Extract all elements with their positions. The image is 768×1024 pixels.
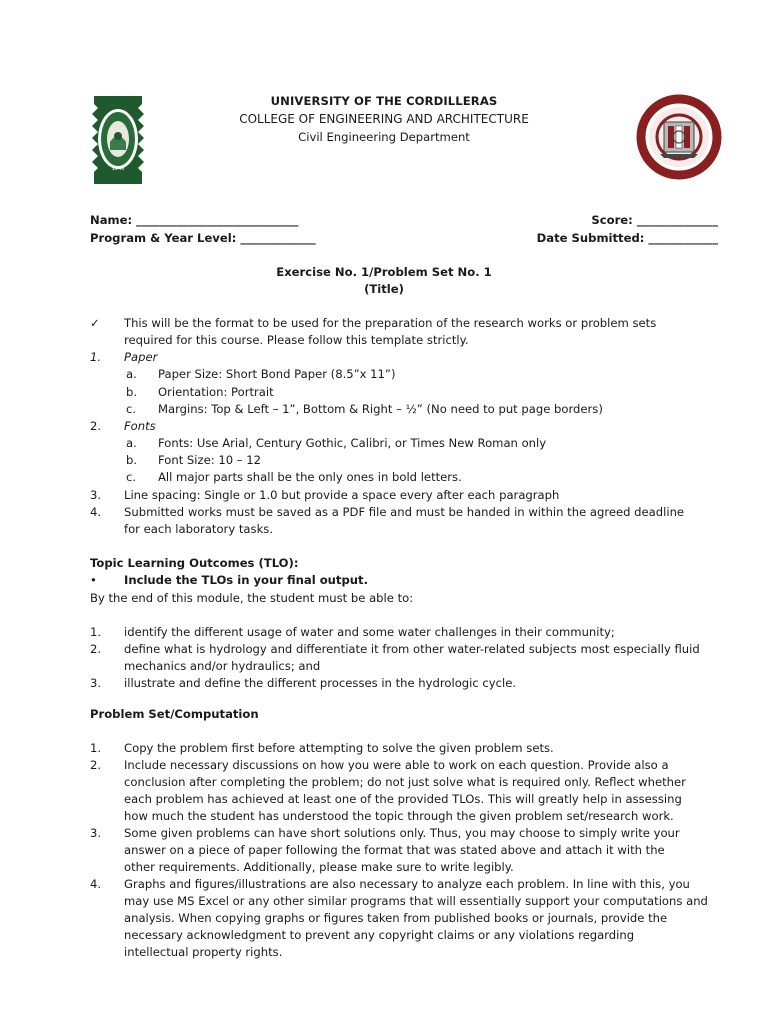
college-name: COLLEGE OF ENGINEERING AND ARCHITECTURE <box>239 112 529 126</box>
tlo-heading: Topic Learning Outcomes (TLO): <box>90 556 299 570</box>
score-field: Score: ______________ <box>591 213 718 227</box>
university-seal-logo <box>88 92 148 188</box>
program-year-field: Program & Year Level: _____________ <box>90 231 316 245</box>
bullet-icon: • <box>90 573 97 587</box>
university-name: UNIVERSITY OF THE CORDILLERAS <box>270 94 498 108</box>
exercise-number: Exercise No. 1/Problem Set No. 1 <box>276 265 492 279</box>
exercise-subtitle: (Title) <box>364 282 404 296</box>
check-icon: ✓ <box>90 316 100 330</box>
tlo-intro: By the end of this module, the student must be able to: <box>90 591 414 605</box>
college-of-engineering-and-architecture-logo <box>636 92 722 182</box>
date-submitted-field: Date Submitted: ____________ <box>536 231 718 245</box>
name-field: Name: ____________________________ <box>90 213 299 227</box>
department-name: Civil Engineering Department <box>298 130 470 144</box>
document-page: 1946 UNIVERSITY OF THE CORDILLERAS COLLEGE OF ENGINEERING AND ARCHITECTURE Civil Engineering Department Name: ____________________________ Program & Year Level: _____________ Score: ______________ Date Submitted: ____________ Exercise No. 1/Problem Set No. 1 (Title) ✓ This will be the format to be used for the preparation of the research works or problem sets required for this course. Please follow this template strictly. 1. Paper a. Paper Size: Short Bond Paper (8.5”x 11”) b. Orientation: Portrait c. Margins: Top & Left – 1”, Bottom & Right – ½” (No need to put page borders) 2. Fonts a. Fonts: Use Arial, Century Gothic, Calibri, or Times New Roman only b. Font Size: 10 – 12 c. All major parts shall be the only ones in bold letters. 3. Line spacing: Single or 1.0 but provide a space every after each paragraph 4. Submitted works must be saved as a PDF file and must be handed in within the agreed deadline for each laboratory tasks. Topic Learning Outcomes (TLO): • Include the TLOs in your final output. By the end of this module, the student must be able to: 1. identify the different usage of water and some water challenges in their community; 2. define what is hydrology and differentiate it from other water-related subjects most especially fluid mechanics and/or hydraulics; and 3. illustrate and define the different processes in the hydrologic cycle. Problem Set/Computation 1. Copy the problem first before attempting to solve the given problem sets. 2. Include necessary discussions on how you were able to work on each question. Provide also a conclusion after completing the problem; do not just solve what is required only. Reflect whether each problem has achieved at least one of the provided TLOs. This will greatly help in assessing how much the student has understood the topic through the given problem set/research work. 3. Some given problems can have short solutions only. Thus, you may choose to simply write your answer on a piece of paper following the format that was stated above and attach it with the other requirements. Additionally, please make sure to write legibly. 4. Graphs and figures/illustrations are also necessary to analyze each problem. In line with this, you may use MS Excel or any other similar programs that will essentially support your computations and analysis. When copying graphs or figures taken from published books or journals, provide the necessary acknowledgment to prevent any copyright claims or any violations regarding intellectual property rights. <box>0 0 768 1024</box>
problem-set-heading: Problem Set/Computation <box>90 707 259 721</box>
svg-text:1946: 1946 <box>111 166 125 172</box>
letterhead <box>200 92 568 146</box>
exercise-title <box>200 264 568 298</box>
